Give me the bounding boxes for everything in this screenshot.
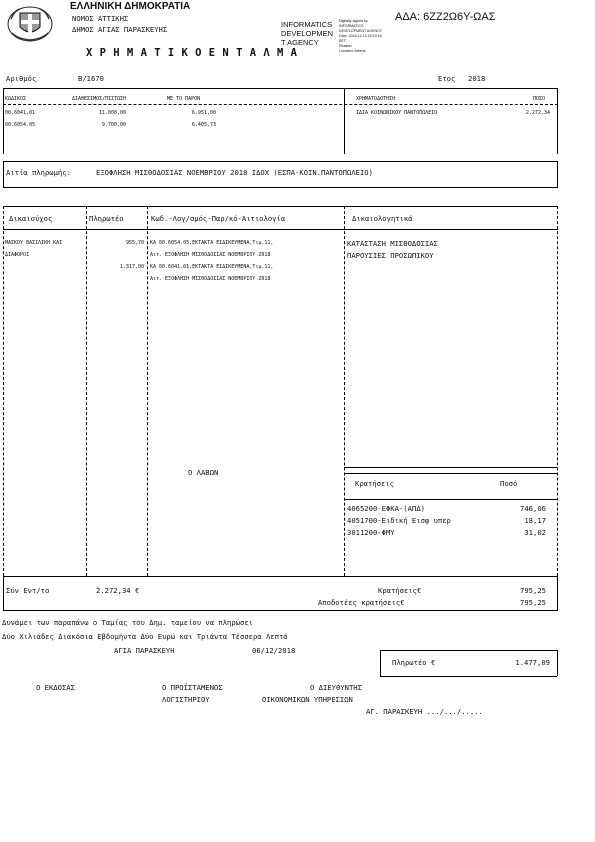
code-line: Αιτ. ΕΞΟΦΛΗΣΗ ΜΙΣΘΟΔΟΣΙΑΣ ΝΟΕΜΒΡΙΟΥ 2018 — [150, 252, 271, 258]
year-label: Ετος — [438, 74, 456, 83]
rule — [380, 676, 557, 677]
rule — [3, 610, 558, 611]
code-line: ΚΑ 00.6054.05,ΕΚΤΑΚΤΑ ΕΙΔΙΚΕΥΜΕΝΑ,Τιμ.11, — [150, 240, 274, 246]
header-code: Κωδ.-Λογ/σμός-Παρ/κό-Αιτιολογία — [151, 214, 286, 223]
rule — [3, 161, 558, 162]
stamp-detail-line: Reason: — [339, 44, 353, 48]
fin-header-amount: ΠΟΣΟ — [533, 96, 546, 102]
rule — [3, 187, 558, 188]
rule — [3, 576, 4, 610]
current-cell: 6.951,00 — [191, 110, 216, 116]
rule — [557, 88, 558, 154]
director-signature-label: Ο ΔΙΕΥΘΥΝΤΗΣ — [310, 683, 362, 692]
stamp-detail-line: Location: Athens — [339, 49, 366, 53]
available-cell: 9.700,00 — [101, 122, 126, 128]
country-title: ΕΛΛΗΝΙΚΗ ΔΗΜΟΚΡΑΤΙΑ — [70, 1, 191, 12]
codes-header-available: ΔΙΑΘΕΣΙΜΟΣ/ΠΙΣΤΩΣΗ — [72, 96, 127, 102]
document-line: ΚΑΤΑΣΤΑΣΗ ΜΙΣΘΟΔΟΣΙΑΣ — [347, 239, 438, 248]
rule — [3, 576, 558, 577]
stamp-line: INFORMATICS — [281, 20, 333, 29]
deductions-total-value: 795,25 — [520, 586, 546, 595]
payable-line: 955,70 — [125, 240, 144, 246]
stamp-detail-line: DEVELOPMENT AGENCY — [339, 29, 383, 33]
head-department-label: ΛΟΓΙΣΤΗΡΙΟΥ — [162, 695, 210, 704]
rule — [3, 161, 4, 187]
rule — [3, 104, 558, 105]
stamp-detail-line: Date: 2018.12.14 15:19:16 — [339, 34, 382, 38]
rule — [344, 467, 557, 468]
payable-deductions-label: Αποδοτέες κρατήσεις€ — [318, 598, 405, 607]
current-cell: 6.405,73 — [191, 122, 216, 128]
deduction-amount: 746,06 — [520, 504, 546, 513]
rule — [557, 206, 558, 576]
rule — [344, 206, 345, 576]
rule — [344, 88, 345, 154]
prefecture-name: ΝΟΜΟΣ ΑΤΤΙΚΗΣ — [72, 14, 129, 23]
rule — [147, 206, 148, 576]
deduction-name: 4065200-ΕΦΚΑ-(ΑΠΔ) — [347, 504, 425, 513]
place-label: ΑΓΙΑ ΠΑΡΑΣΚΕΥΗ — [114, 646, 175, 655]
deduction-amount: 31,02 — [524, 528, 546, 537]
document-title: Χ Ρ Η Μ Α Τ Ι Κ Ο Ε Ν Τ Α Λ Μ Α — [86, 47, 298, 59]
payable-deductions-value: 795,25 — [520, 598, 546, 607]
beneficiary-line: ΜΑΣΚΟΥ ΒΑΣΙΛΙΚΗ ΚΑΙ — [5, 240, 63, 246]
sum-label: Σύν Εντ/το — [6, 586, 50, 595]
reason-text: ΕΞΟΦΛΗΣΗ ΜΙΣΘΟΔΟΣΙΑΣ ΝΟΕΜΒΡΙΟΥ 2018 ΙΔΟΧ (ΕΣΠΑ-ΚΟΙΝ.ΠΑΝΤΟΠΩΛΕΙΟ) — [96, 168, 373, 177]
stamp-line: DEVELOPMEN — [281, 29, 334, 38]
rule — [557, 650, 558, 676]
greek-emblem-icon — [6, 3, 54, 43]
signature-stamp — [281, 20, 333, 47]
rule — [557, 161, 558, 187]
deduction-name: 4051700-Ειδική Εισφ υπερ — [347, 516, 451, 525]
codes-header-current: ΜΕ ΤΟ ΠΑΡΟΝ — [167, 96, 201, 102]
number-label: Αριθμός — [6, 74, 37, 83]
footer-instruction: Δυνάμει των παραπάνω ο Ταμίας του Δημ. ταμείου να πληρώσει — [2, 618, 253, 627]
rule — [3, 88, 4, 154]
deduction-amount: 18,17 — [524, 516, 546, 525]
rule — [3, 88, 558, 89]
payable-line: 1.317,00 — [119, 264, 144, 270]
code-line: Αιτ. ΕΞΟΦΛΗΣΗ ΜΙΣΘΟΔΟΣΙΑΣ ΝΟΕΜΒΡΙΟΥ 2018 — [150, 276, 271, 282]
rule — [344, 499, 557, 500]
stamp-detail-line: EET — [339, 39, 346, 43]
rule — [380, 650, 557, 651]
rule — [344, 473, 557, 474]
fin-source-cell: ΙΔΙΑ ΚΟΙΝΩΝΙΚΟΥ ΠΑΝΤΟΠΩΛΕΙΟ — [356, 110, 438, 116]
head-signature-label: Ο ΠΡΟΪΣΤΑΜΕΝΟΣ — [162, 683, 223, 692]
director-date-line: ΑΓ. ΠΑΡΑΣΚΕΥΗ .../.../..... — [366, 707, 483, 716]
header-payable: Πληρωτέο — [89, 214, 124, 223]
beneficiary-line: ΔΙΑΦΟΡΟΙ — [5, 252, 30, 258]
payable-box-value: 1.477,09 — [515, 658, 550, 667]
rule — [557, 576, 558, 610]
stamp-detail-line: Digitally signed by — [339, 19, 368, 23]
number-value: Β/1670 — [78, 74, 104, 83]
code-line: ΚΑ 00.6041.01,ΕΚΤΑΚΤΑ ΕΙΔΙΚΕΥΜΕΝΑ,Τιμ.11, — [150, 264, 274, 270]
amount-in-words: Δύο Χιλιάδες Διακόσια Εβδομήντα Δύο Ευρώ και Τριάντα Τέσσερα Λεπτά — [2, 632, 288, 641]
fin-header-source: ΧΡΗΜΑΤΟΔΟΤΗΣΗ — [356, 96, 396, 102]
header-documents: Δικαιολογητικά — [352, 214, 413, 223]
codes-header-code: ΚΩΔΙΚΟΣ — [5, 96, 27, 102]
sum-value: 2.272,34 € — [96, 586, 140, 595]
stamp-line: T AGENCY — [281, 38, 319, 47]
rule — [3, 206, 4, 576]
ada-code: ΑΔΑ: 6ΖΖ2Ω6Υ-ΩΑΣ — [395, 11, 496, 23]
receiver-label: Ο ΛΑΒΩΝ — [188, 468, 219, 477]
deductions-header-label: Κρατήσεις — [355, 479, 394, 488]
document-line: ΠΑΡΟΥΣΙΕΣ ΠΡΟΣΩΠΙΚΟΥ — [347, 251, 434, 260]
fin-amount-cell: 2.272,34 — [525, 110, 550, 116]
stamp-details — [339, 19, 382, 54]
director-department-label: ΟΙΚΟΝΟΜΙΚΩΝ ΥΠΗΡΕΣΙΩΝ — [262, 695, 353, 704]
deductions-total-label: Κρατήσεις€ — [378, 586, 422, 595]
code-cell: 00.6054.05 — [5, 122, 36, 128]
available-cell: 11.000,00 — [98, 110, 126, 116]
code-cell: 00.6041.01 — [5, 110, 36, 116]
stamp-detail-line: INFORMATICS — [339, 24, 364, 28]
deduction-name: 3011200-ΦΜΥ — [347, 528, 395, 537]
deductions-header-amount: Ποσό — [500, 479, 518, 488]
reason-label: Αιτία πληρωμής: — [6, 168, 71, 177]
date-value: 06/12/2018 — [252, 646, 296, 655]
header-beneficiary: Δικαιούχος — [9, 214, 53, 223]
rule — [380, 650, 381, 676]
payable-box-label: Πληρωτέο € — [392, 658, 436, 667]
issuer-signature-label: Ο ΕΚΔΟΣΑΣ — [36, 683, 75, 692]
year-value: 2018 — [468, 74, 486, 83]
rule — [86, 206, 87, 576]
municipality-name: ΔΗΜΟΣ ΑΓΙΑΣ ΠΑΡΑΣΚΕΥΗΣ — [72, 25, 168, 34]
